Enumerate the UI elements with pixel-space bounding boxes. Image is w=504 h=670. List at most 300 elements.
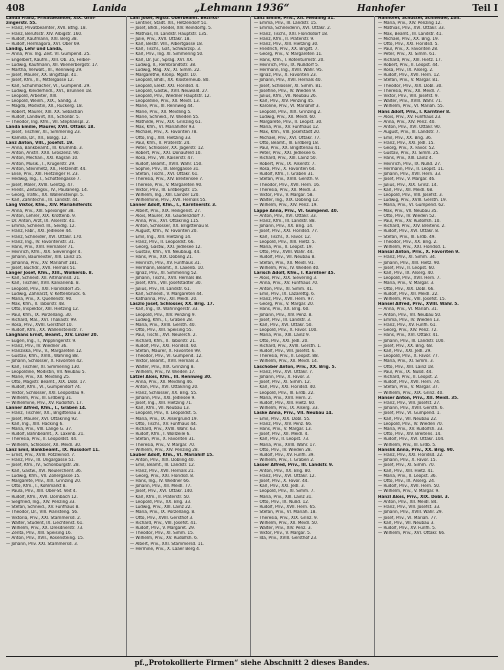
directory-entry: — Karl, Priv., XIII. Hietz. 41. <box>378 468 435 474</box>
directory-entry: — Hans, Priv., XIII. Lainz 4. <box>378 156 433 162</box>
directory-entry: — Anton, Priv., XII. Meidl. 84. <box>378 499 438 505</box>
directory-entry: — Ludwig, Kaufmann, XII. Wienerbergstr. 17. <box>6 62 99 68</box>
page-footer: pf.„Protokollierte Firmen“ siehe Abschnitt 2 dieses Bandes. <box>6 656 498 668</box>
directory-entry: — Theresia, Priv., XII. Meidl. 7. <box>378 88 441 94</box>
directory-entry: Langhans Ernst, Beamt., XIV. Linzer 20. <box>6 333 99 339</box>
directory-entry: — Gustav, Kfm., XVIII., Wahring 88. <box>6 354 79 360</box>
page-title: „Lehmann 1936“ <box>194 3 290 14</box>
directory-entry: — Franz, Ing., IV. Favoritenstr. 31. <box>6 239 75 245</box>
directory-entry: — Paula, Priv., XIII. Ober-St. Veit 4. <box>6 489 77 495</box>
directory-entry: — Franz, Fabr., XXI. Jedlesee 44. <box>6 229 73 235</box>
directory-entry: — Josef, Priv., VI. Mariah. 77. <box>378 515 438 521</box>
part-label: Teil I <box>472 4 498 14</box>
directory-entry: — Karl, Tischler, XI. Simmering 130. <box>6 364 81 370</box>
directory-entry: — Theodor, Dr., VIII. Piaristeng. 56. <box>6 510 79 516</box>
directory-entry: — Wilhelm, Priv., XIV. Penzing 28. <box>130 447 199 453</box>
directory-entry: — Josef, Maurer, XVI. Ottakring 92. <box>6 416 79 422</box>
directory-entry: — Wilhelm, Priv., III. Erdberg 31. <box>6 395 73 401</box>
directory-entry: — Anton, Priv., XVI. Ottakr. 33. <box>254 213 317 219</box>
directory-entry: — Zenta, Priv., XIII. Speising 16. <box>6 531 72 537</box>
directory-entry: — Julius, Priv., XIX. Grinz. 14. <box>378 182 438 188</box>
directory-entry: — Franz, Priv., XVII. Hernals 21. <box>130 468 195 474</box>
directory-entry: — Otto, Tischl., XV. Fünfhaus 44. <box>130 421 198 427</box>
directory-entry: — Theresia, Priv., II. Leopst. 88. <box>254 354 319 360</box>
directory-entry: — Leopold, Priv., IV. Wieden 70. <box>378 421 443 427</box>
directory-entry: — Leopoldine, Modistin, VII. Neubau 5. <box>6 369 86 375</box>
directory-entry: Lanl Josef, Mgstr. Oberbeamt. Bezirks- <box>130 16 220 21</box>
directory-entry: — Franz, Priv., XVI. Ottakr. 7. <box>254 369 314 375</box>
directory-entry: — Karl, Dr. Jur., Sprag. XVI. XX. <box>130 57 194 63</box>
page-number: 408 <box>6 4 25 14</box>
directory-entry: — Elise, Priv., XIII. Hietzinger H. 23. <box>6 172 79 178</box>
directory-entry: — Michael, Priv., XVI. Ottakr. 77. <box>254 135 321 141</box>
directory-entry: — Richard, Priv., XVIII. Gersth. 1. <box>254 343 322 349</box>
directory-entry: Hanslik Anna, Priv., XX. Brig. 90. <box>378 447 455 453</box>
directory-entry: — Therese, Priv., V. Margareten 90. <box>130 182 203 188</box>
directory-entry: — Franz, Priv., IV. Wiedner 36. <box>6 343 68 349</box>
directory-entry: Latzel Alois, Kfm., III. Rennweg 30. <box>130 375 212 381</box>
directory-entry: — Rudolf, Kfm., VI., Gumpendorf 74. <box>6 385 82 391</box>
directory-entry: Lanz Emil, Bankbeamt., IX. Nussdorf 11. <box>6 447 100 453</box>
directory-entry: — Otto, Priv., XIII. Speising 55. <box>130 328 193 334</box>
directory-entry: — Max, Kfm., VIII. Josefstadt 20. <box>254 130 321 136</box>
directory-entry: — Wilhelm, Priv., XX. Dresdnerstr. 73. <box>6 525 84 531</box>
directory-entry: Lasser Alfred, Priv., III. Landstr. 9. <box>254 463 334 469</box>
directory-entry: — Wilhelm, Priv., VIII. Josefst. 15. <box>378 296 446 302</box>
directory-entry: — Paul, Priv., X. Favoriten 28. <box>378 47 439 53</box>
directory-entry: — Viktor, Schlosser, XXI. Leopoldau 9. <box>6 390 85 396</box>
directory-entry: Landa Emilie, Maurer, XVII. Ottakr. 18. <box>6 125 95 131</box>
directory-entry: — Otto, Priv., IV. Wieden 28. <box>254 447 312 453</box>
directory-entry: — Gustav, Priv., XI. Simm. 25. <box>378 151 440 157</box>
directory-entry: — Theodor, Priv., XIX. Döbl. 30. <box>378 83 443 89</box>
directory-entry: — Hermann, Beamt., X. Laxenb. 10. <box>130 265 205 271</box>
directory-entry: — Heinrich, Priv., XV. Fünfhaus 31. <box>130 260 201 266</box>
directory-entry: — Maria, Priv., XIII. Lainz 9. <box>254 333 310 339</box>
directory-entry: — Alois, Maurer, XII. Gaudenzdorf 7. <box>130 213 205 219</box>
directory-entry: Hansal Anton, Priv., X. Favoriten 9. <box>378 250 460 256</box>
directory-entry: — Josef, Priv., X. Favor. 44. <box>254 479 309 485</box>
directory-entry: — Mathias, Priv., XVI. Ottakr. 33. <box>378 26 445 32</box>
directory-entry: — Franz, Priv., II. Leopoldst. 66. <box>130 239 195 245</box>
directory-entry: — Leopold, Weinh., XIX., Sandg. 3. <box>6 99 78 105</box>
directory-entry: — Georg, Priv., XIV. Penz. 72. <box>378 328 438 334</box>
directory-entry: — Dr. Anton, Arzt, IX. Alserstr. 41. <box>6 218 76 224</box>
directory-entry: — Hedwig, Ing., I., Schottengasse 7. <box>6 177 81 183</box>
directory-entry: — Franz, Schneider, XVI. Ottakr. 170. <box>6 234 83 240</box>
directory-entry: — Theodor, Priv., VI. Gumpend. 12. <box>130 354 203 360</box>
directory-entry: — Stefan, Priv., III. Erdb. 49. <box>378 234 436 240</box>
directory-entry: — Anna, Priv., XIV. Penz. 40. <box>378 120 436 126</box>
directory-entry: — Margarete, Priv., II. Leopst. 30. <box>254 120 323 126</box>
directory-entry: — Otto, Priv., IX. Alserg. 24. <box>378 479 436 485</box>
directory-entry: — Leopold, Bhdl., XX. Klosterneub. 80. <box>130 78 210 84</box>
directory-entry: Lanner Alfred, Kfm., I., Graben 14. <box>6 406 87 412</box>
directory-entry: — Maria, Priv., XV. Fünfhaus 12. <box>254 125 320 131</box>
directory-entry: — Paul, Priv., XV. Rudolfsh. 10. <box>378 218 441 224</box>
directory-entry: — Josef, Priv., XXI. Floridsd. 77. <box>254 229 319 235</box>
directory-entry: — Otto, Priv., XVIII. Gersthof 3. <box>130 515 194 521</box>
directory-entry: — Rudolf, Bahnbeamt., X. Laxenb. 21. <box>6 432 85 438</box>
directory-entry: — Anton, Priv., XVI. Ottakr. 90. <box>378 125 441 131</box>
directory-entry: — Josef, Maurer, XX. Brigittapl. 41. <box>6 73 78 79</box>
directory-entry: — Maria, Priv., XIV. Penzing 12. <box>378 21 442 27</box>
directory-entry: — Emil, Ing., XIII. Hietzing 14. <box>130 234 192 240</box>
directory-entry: — Karl, Kfm., VII. Neubau 13. <box>130 406 191 412</box>
directory-entry: — Viktor, Priv., VIII. Josefst. 9. <box>378 94 439 100</box>
directory-entry: — Albert, Priv., XXI. Stammersd. 11. <box>130 541 205 547</box>
directory-entry: — Richard, Priv., VIII. Josefst. 41. <box>130 520 198 526</box>
directory-entry: — Leopold, Priv., X. Favor. 77. <box>378 354 439 360</box>
directory-entry: Landa Franz, Privatbeamter, XIX. Grin- <box>6 16 96 21</box>
directory-entry: — Franz, Priv., XIII. Hietzing 30. <box>254 42 319 48</box>
directory-entry: — Wilhelm, Priv., XII. Meidl. 50. <box>254 520 319 526</box>
directory-entry: — Franz, Priv., XI. Simm. 34. <box>378 255 437 261</box>
directory-entry: — Anton, Schlosser, XX. Brigittenau 8. <box>130 224 210 230</box>
directory-entry: Lanz Emilie, Priv., XII. Meidling 31. <box>254 16 335 21</box>
directory-entry: — Karl, Schuhmacher, VI., Gumpend. 29. <box>6 83 91 89</box>
directory-entry: — Johann, Priv., XII. Meidl. 77. <box>130 484 192 490</box>
directory-entry: — Emil, Priv., IX. Lazarettg. 6. <box>254 291 316 297</box>
directory-entry: Laschober Anton, Priv., XX. Brig. 5. <box>254 364 337 370</box>
column-1 <box>6 16 127 656</box>
directory-entry: — Otto, Magistr. Beamt., XIX. Dobl. 17. <box>6 380 87 386</box>
directory-entry: — Margarete, Priv., XIX. Grinzing 20. <box>6 479 82 485</box>
directory-entry: — Emil, Priv., XIX. Döbl. 55. <box>254 416 311 422</box>
directory-entry: — Rudolf, Priv., XVII. Hern. 12. <box>378 73 441 79</box>
directory-entry: — Theodor, Priv., XI. Simm. 15. <box>130 531 195 537</box>
directory-entry: — Robert, Maurer, XIII. XX. Sebastian <box>6 109 83 115</box>
directory-entry: — Rudolf, Priv., XV. Fünfh. 39. <box>254 453 315 459</box>
directory-entry: — Georg, Priv., V. Margar. 20. <box>254 302 315 308</box>
directory-entry: — Peter, Priv., XXI. Jedlesee 6. <box>254 151 317 157</box>
directory-entry: — Karl, Priv., XXI. Floridsd. 40. <box>254 385 317 391</box>
directory-entry: — Wilhelm, Priv., XIX. Grinz. 40. <box>378 390 444 396</box>
directory-entry: — Marie, Priv., III. Rennweg 44. <box>130 104 194 110</box>
directory-entry: — Wilhelm, Priv., XXI. Floridsd. 1. <box>378 244 447 250</box>
directory-entry: — Franz, Schlosser, XX. Brig. 55. <box>130 390 198 396</box>
directory-entry: — Josef, Ing., XIII. Hietzing 71. <box>130 401 193 407</box>
directory-entry: — Emil, Beamt., III. Landstr. 12. <box>130 463 196 469</box>
directory-entry: — Wilhelm, Priv., I. Graben 2. <box>254 458 315 464</box>
directory-entry: — Karl, Priv., XIV. Penzing 45. <box>254 99 315 105</box>
directory-entry: — Max, Priv., VII. Neubau 35. <box>378 208 438 214</box>
directory-entry: — Maria, Priv., XVIII. Währ. 17. <box>254 442 317 448</box>
directory-entry: — Max, Beamt., III. Landstr. 41. <box>378 31 443 37</box>
directory-entry: — Richard, Priv., XIII. Hietz. 17. <box>378 57 442 63</box>
directory-entry: — Maria, Priv., XVIII. Gersth. 40. <box>130 322 196 328</box>
directory-entry: — Johann, Priv., III. Landstr. 100. <box>378 338 445 344</box>
directory-entry: Hans Adolf, Priv., I. Kärntner 8. <box>378 109 451 115</box>
directory-entry: — Josef, Priv., XI. Simm. 70. <box>378 463 435 469</box>
directory-entry: — Julius, Priv., III. Landstr. 61. <box>130 286 191 292</box>
directory-entry: — Franz, Berufsstr. XIV. Albigstr. 160. <box>6 31 83 37</box>
directory-entry: — Sophie, Priv., IX. Berggasse 31. <box>130 166 200 172</box>
directory-entry: — Theodor, Priv., XVII. Hern. 16. <box>254 182 321 188</box>
directory-entry: — Wilhelm, Priv., IV. Wieden 40. <box>254 265 320 271</box>
directory-entry: — Otto, Ing., XIII. Hietzing 33. <box>130 135 192 141</box>
directory-entry: — Stefan, Tischl., XVI. Ottakr. 61. <box>130 172 199 178</box>
directory-entry: — Anton, Mechan., XXI. Kagran 10. <box>6 156 79 162</box>
directory-entry: — Paul, Kfm., IX. Porzellang. 30. <box>6 312 72 318</box>
directory-entry: — Wilhelm, Priv., XII. Meidl. 14. <box>254 359 319 365</box>
directory-entry: — Karoline, Priv., VI. Mariahilf 3. <box>254 104 320 110</box>
directory-entry: — Rudolf, Priv., XVI. Ottakr. 104. <box>378 437 445 443</box>
directory-entry: — Otto, Priv., XVIII. Währ. 44. <box>254 250 314 256</box>
directory-entry: — Johann, Schlosser, X. Favoriten 42. <box>6 359 84 365</box>
directory-entry: — Max, Kfm., II. Taborstr. 48. <box>6 302 66 308</box>
directory-entry: — Rudolf, Priv., XVII. Hern. 65. <box>254 505 317 511</box>
directory-entry: — Franz, Priv., XXI. Floridsd. 22. <box>378 453 444 459</box>
directory-entry: — Karl, Ing., IX. Währingerstr. 33. <box>130 307 199 313</box>
directory-entry: — Johann, Priv., XVII. Hern. 33. <box>378 172 442 178</box>
directory-entry: — Richard, Priv., II. Leopst. 2. <box>378 375 439 381</box>
directory-entry: — Theodor, Priv., XX. Brig. 2. <box>378 239 438 245</box>
directory-entry: — Otto, Priv., XIX. Döbl. 66. <box>378 286 435 292</box>
directory-entry: — Stefan, Schneid., XV. Fünfhaus 8. <box>6 505 80 511</box>
directory-entry: — Johann, Tischl., XVII. Hernals 88. <box>130 276 203 282</box>
directory-entry: — Theresia, Priv., XIV. Breitensee 7. <box>130 177 204 183</box>
directory-entry: — Viktor, Priv., III. Erdbergstr. 15. <box>130 187 199 193</box>
directory-entry: — Wilhelm, Priv., VI. Mariah. 55. <box>378 104 444 110</box>
directory-entry: — Georg, Gastw., XXI. Jedlesee 12. <box>130 244 202 250</box>
directory-entry: — Alois, Priv., XIX. Sievering 3. <box>254 276 318 282</box>
directory-entry: — Robert, Priv., XXI. Donaufeld 10. <box>130 151 202 157</box>
directory-entry: — Anna, Bankbeamt., III. Krummb. 3. <box>6 146 83 152</box>
directory-entry: — Anton, Musik., I., Krugerstr. 29. <box>6 161 76 167</box>
directory-entry: — Anna, Priv., XIII. Speisinger 38. <box>6 208 75 214</box>
directory-entry: Hanhofer, Schuster, Schneider, Zoll. <box>378 16 461 21</box>
directory-entry: — Wilhelm, Priv., IX. Alserg. 33. <box>254 406 319 412</box>
directory-entry: — Josef, Priv., VI. Gumpend. 1. <box>378 411 441 417</box>
directory-entry: — Rudolf, Priv., XVII. Hern. 50. <box>378 484 441 490</box>
directory-entry: — Theresia, Priv., V. Margar. 70. <box>130 442 196 448</box>
right-running-head: Hanhofer <box>357 4 405 14</box>
directory-entry: Hanser Anton, Priv., XII. Meidl. 35. <box>378 395 459 401</box>
directory-entry: — Paul, Kfm., II. Praterstr. 24. <box>130 140 191 146</box>
directory-entry: — Johann, Priv., XIII. Hietz. 90. <box>378 260 441 266</box>
directory-entry: — Maria, Priv., V. Margar. 3. <box>378 281 435 287</box>
directory-entry: — Viktoria, Priv., XXI. Stammersd. 2. <box>6 515 82 521</box>
directory-entry: — Robert, Priv., IX. Alserstr. 7. <box>254 161 316 167</box>
directory-entry: — Maria, Priv., IX. Alsergrund 19. <box>130 416 198 422</box>
directory-entry: Lauber Adolf, Kfm., VI. Mariahilf 15. <box>130 453 214 459</box>
directory-entry: — Hans, Priv., XVII. Hernalser 71. <box>6 244 75 250</box>
directory-entry: — Anton, Priv., VII. Neubau 50. <box>378 312 442 318</box>
directory-entry: — Ludwig, Kfm., I., Graben 28. <box>130 317 194 323</box>
directory-entry: — Ludwig, Mag. XV., XI. Simm. 22. <box>130 68 201 74</box>
directory-entry: — Max, Kfm., VI. Mariahilfer 93. <box>130 125 196 131</box>
directory-entry: — Josef, Priv., II. Leopst. 60. <box>378 265 436 271</box>
directory-entry: — Franz, Tischler, XX., Brigittenau 3. <box>6 411 82 417</box>
directory-entry: — Johann, Priv., XVII. Hernals 40. <box>254 78 322 84</box>
directory-entry: — Maria, Priv., II. Leopst. 36. <box>378 473 437 479</box>
directory-entry: — Richard, Priv., XIV. Breitens. 2. <box>378 224 446 230</box>
directory-entry: — Josef, Schlosser, XI. Simm. 81. <box>254 83 323 89</box>
directory-entry: — Josef, Maler, XVIII. Gentzg. 47. <box>6 182 74 188</box>
directory-entry: — Hans, Priv., XX. Brig. 60. <box>254 307 310 313</box>
directory-entry: — Ernst, Priv., XVIII. Pötzleinsd. 7. <box>6 453 76 459</box>
directory-entry: — Hermine, Priv., X. Laaer Berg 4. <box>130 546 201 552</box>
directory-entry: — Karl, Tischler, XVII. Kalvarienb. 8. <box>6 281 80 287</box>
directory-entry: — Maria, Priv., XIII. Lainz 31. <box>254 494 313 500</box>
directory-entry: — Karl, Priv., XII. Meidl. 68. <box>378 187 434 193</box>
directory-entry: — Mathias, III. Landstr. Hauptstr. 135. <box>130 31 208 37</box>
directory-entry: — Margarethe, Kronp. Mgstr. 10. <box>130 73 198 79</box>
directory-entry: — Richard, Priv., XVIII. Währ. 63. <box>130 427 197 433</box>
directory-entry: — Friedrich, Priv., XX. Brigitt. 7. <box>254 47 319 53</box>
directory-entry: — Rudolf, Hermagora, XVI. Ober 69. <box>6 42 81 48</box>
directory-entry: — Leopold, Arbeiter, XIII. <box>6 94 58 100</box>
directory-entry: — Robert, Priv., II. Leopst. 44. <box>378 62 439 68</box>
directory-entry: — Karl, Gastw., XVI. Neulerchenf. 36. <box>6 468 82 474</box>
directory-entry: — Theresia, Priv., II. Leopoldst. 44. <box>6 437 78 443</box>
directory-entry: — Karl, Ing., XIII. Hacking 6. <box>6 421 64 427</box>
directory-entry: — Wilhelm, Priv., IV. Wieden 17. <box>130 369 196 375</box>
directory-entry: — Richard, Mal., XVI. Thaliastr. 99. <box>6 317 78 323</box>
directory-entry: — Julius, Kfm., VII. Neubau 26. <box>254 94 317 100</box>
directory-entry: — Johann, Priv., XX. Brig. 14. <box>254 224 314 230</box>
directory-entry: — Gustav, Kfm., VII. Neubaug. 44. <box>130 250 201 256</box>
directory-entry: — Mathilde, Priv., XIX. Grinzing 61. <box>130 120 202 126</box>
column-3 <box>254 16 375 656</box>
directory-entry: — Karl, Priv., II. Leopst. 73. <box>254 437 310 443</box>
directory-entry: — Rudolf, Landwirt, XII., Schonbr. 5. <box>6 114 80 120</box>
directory-entry: — Rudolf, Kfm., I. Graben 31. <box>254 172 315 178</box>
directory-entry: — Ludwig, Priv., XII. Meidl. 60. <box>254 114 317 120</box>
directory-entry: — Hans, Priv., XIX. Döbling 21. <box>130 255 194 261</box>
directory-entry: — Emma, Schneid. III., Seidlg. 12. <box>6 224 76 230</box>
directory-entry: — Leopold, Gastw., XVII. Neuwald. 27. <box>130 88 209 94</box>
directory-entry: — Ludwig, Kfm., VII. Zollergasse 15. <box>6 473 81 479</box>
directory-entry: — Anton, Priv., XX. Brig. 80. <box>254 468 312 474</box>
directory-entry: — Rosa, Priv., IX. Alserg. 2. <box>378 68 434 74</box>
directory-entry: — Josef, Priv., III. Landstr. 3. <box>254 317 312 323</box>
directory-entry: Laszlo Josef, Schlosser, XX. Brig. 17. <box>130 302 215 308</box>
directory-entry: — Karl, Schneid. XII. Altmannsd. 21. <box>6 276 81 282</box>
directory-entry: — Marie, Priv., XII. Meidling 5. <box>130 109 192 115</box>
directory-entry: — Anna, Priv., VI. Mariah. 31. <box>378 307 438 313</box>
directory-entry: — Wilhelm, Priv., XV. Rudolfsh. 6. <box>130 536 199 542</box>
directory-entry: Lappe Anna, Priv., VI. Gumpend. 40. <box>254 208 339 214</box>
directory-entry: — Katharina, Priv., XII. Meidl. 20. <box>130 296 198 302</box>
directory-entry: — Wilhelm, Priv., XVI. Ottakr. 66. <box>378 531 446 537</box>
directory-entry: — Rudolf, Priv., XVI. Ottakr. 8. <box>378 229 440 235</box>
directory-entry: — Johann, Priv., XVIII. Gersth. 6. <box>378 406 444 412</box>
directory-entry: — Wilhelmine, Priv., XVII. Hernals 55. <box>130 198 207 204</box>
directory-entry: — Anton, Priv., XI. Simm. 41. <box>254 286 314 292</box>
directory-entry: — Maria, Priv., II. Leopst. 19. <box>254 244 313 250</box>
directory-entry: — Hans, Priv., V. Margar. 13. <box>254 427 312 433</box>
directory-entry: — Anton, Priv., XVII., Rosensteing. 15. <box>6 536 85 542</box>
directory-entry: — Leopold, Priv., X. Favor. 100. <box>254 328 318 334</box>
directory-entry: — Franz, Priv., XVI. Ottakr. 12. <box>254 473 316 479</box>
directory-entry: — Wilhelm, Priv., III. Erdb. 5. <box>378 442 437 448</box>
directory-entry: — Karl, Priv., XXI. Jedl. 3. <box>254 484 305 490</box>
directory-entry: — Albert, Priv., XIX. Heiligenst. 27. <box>130 208 202 214</box>
directory-entry: Landig, Lehr und Landa, <box>6 47 63 53</box>
directory-entry: — Rudolf, Priv., XXI. Floridsd. 60. <box>130 343 198 349</box>
column-4 <box>378 16 498 656</box>
directory-entry: — Michael, Priv., XX. Brig. 19. <box>378 36 439 42</box>
directory-entry: — Peter, Priv., XI. Simm. 61. <box>378 52 436 58</box>
directory-entry: — Anna, Priv., XVI. Ottakring 115. <box>130 218 200 224</box>
directory-entry: — Walter, Ing., XIX. Döbling 12. <box>254 198 320 204</box>
directory-entry: — Maria, Priv., VI. Gumpend. 62. <box>378 203 445 209</box>
directory-entry: — Leopold, Priv., XXI. Floridsdorf 35. <box>6 286 81 292</box>
directory-entry: — Anna, Priv. Ing. Zeit. VI. Gumpend. 25. <box>6 52 91 58</box>
directory-entry: — Otto, Priv., XIII. Lainz 18. <box>378 364 435 370</box>
directory-entry: — Josefine, Priv., IV. Wieden 9. <box>254 88 317 94</box>
directory-entry: — Hans, Kfm., I. Rotenturmstr. 20. <box>254 57 325 63</box>
directory-entry: — Leopold, Elekt. XXI. Floridsd. 4. <box>130 83 200 89</box>
directory-entry: — Otto, Kfm., I., Kohlmarkt 8. <box>6 484 67 490</box>
directory-entry: — Friedr., Zeitungsv., IV., Paulanerg. 14. <box>6 187 89 193</box>
directory-entry: — Walter, Priv., XIX. Grinzing 8. <box>130 364 195 370</box>
directory-entry: — Emma, Schneiderin, XVI. Ottakr. 2. <box>254 26 332 32</box>
directory-entry: — Viktor, Beamt., XVII. Hernals 3. <box>130 359 200 365</box>
directory-entry: — Karl, Schneid., V. Margareten 44. <box>130 291 204 297</box>
directory-entry: — Karl, Tischl., X. Favor. 12. <box>254 234 312 240</box>
directory-entry: — Leopold, Priv., XIV. Penzing 9. <box>130 312 196 318</box>
directory-entry: — Franz, Priv., VIII. Josefst. 27. <box>378 401 441 407</box>
directory-entry: — Alois, Priv., XV. Fünfhaus 23. <box>378 114 442 120</box>
directory-entry: — Karl, Zahntechn., III. Landstr. 44. <box>6 198 79 204</box>
directory-entry: — Ludwig, Zahnarzt, V. Kettenbruck. 6. <box>6 291 87 297</box>
directory-entry: — Josef, Priv., V. Margar. 46. <box>378 177 436 183</box>
directory-entry: — Otto, Priv., IV. Wieden 52. <box>378 213 436 219</box>
directory-entry: — Otto, Inspektor, XIII. Hietzing 12. <box>6 307 80 313</box>
directory-entry: — Anna, Priv., XV. Fünfhaus 70. <box>254 281 319 287</box>
directory-entry: — Eugen, Ing., I., Wipplingerstr. 9. <box>6 338 77 344</box>
directory-entry: — Rudolf, Beamt., XVIII. Währ. 150. <box>130 161 203 167</box>
directory-entry: — Theresia, Priv., XIX. Grinz. 9. <box>254 515 318 521</box>
directory-entry: — Josef, Bhdl., Riedel, XIV. Reindorfg. 5. <box>130 26 213 32</box>
directory-entry: Laske Anna, Priv., VII. Neubau 14. <box>254 411 333 417</box>
directory-entry: — Karl, Priv., VII. Neubau 3. <box>378 520 435 526</box>
directory-entry: zingerstr. 55. <box>6 21 37 27</box>
directory-entry: — Franz, Privatbeamter, XVII. Bthg. 18. <box>6 26 87 32</box>
directory-entry: — Anton, Steinmetz, XII., Hetzendf. 44. <box>6 166 87 172</box>
directory-entry: — Leopold, Priv., III. Erdb. 22. <box>254 390 315 396</box>
directory-entry: — Franz, Priv., III. Ungargasse 51. <box>6 458 76 464</box>
directory-entry: — Heinrich, Priv., IX. Nußd. 27. <box>378 161 442 167</box>
directory-columns <box>6 16 498 656</box>
directory-entry: — Karl, Priv., VII. Neubau 22. <box>378 416 438 422</box>
directory-entry: — Johanna, Priv., XV. Mariahilf 181. <box>6 260 79 266</box>
directory-entry: — Leopold, Priv., VIII. Josefst. 3. <box>378 192 443 198</box>
directory-entry: — Josef, Priv., XI. Simm. 12. <box>254 380 311 386</box>
directory-entry: — Walter, Priv., XIV. Penz. 3. <box>254 525 312 531</box>
directory-entry: — Franz, Priv., XXI. Jedl. 15. <box>378 140 435 146</box>
directory-entry: — Ida, Priv., XVIII. Gersthof 23. <box>254 536 318 542</box>
directory-entry: — Magda, Modistin, XII., Ruckerg. 18. <box>6 104 83 110</box>
directory-entry: — Walter, Priv., XVIII. Währ. 71. <box>378 99 443 105</box>
directory-entry: — Siegfried, Ing., XIV. Penzing 33. <box>6 499 76 505</box>
directory-entry: — Julie, Priv., XVII. Ottakr. 18. <box>130 36 191 42</box>
directory-entry: — Theresia, Priv., XII. Meidl. 3. <box>254 187 317 193</box>
directory-entry: — Maria, Priv., XV. Rudolfsh. 33. <box>378 427 444 433</box>
directory-entry: — Maria, Priv., VIII. Lange G. 37. <box>6 427 73 433</box>
directory-entry: — Leopold, Priv., Wiedner Hauptstr. 12. <box>130 94 211 100</box>
directory-entry: — Josef, Kfm., IV., Schönburgstr. 28. <box>6 463 80 469</box>
directory-entry: — Michael, Priv., X. Favoriten 78. <box>130 130 198 136</box>
directory-entry: — Rudolf, Kaufmann, XXI. Berg 38. <box>6 36 78 42</box>
directory-entry: — Walter, Student, IX. Liechtenst. 61. <box>6 520 84 526</box>
directory-entry: — Rudolf, Kfm., I. Wollzeile 6. <box>130 432 191 438</box>
directory-entry: — Stefan, Priv., V. Margar. 37. <box>378 385 439 391</box>
directory-entry: — Franz, Priv., XV. Fünfh. 61. <box>378 322 437 328</box>
